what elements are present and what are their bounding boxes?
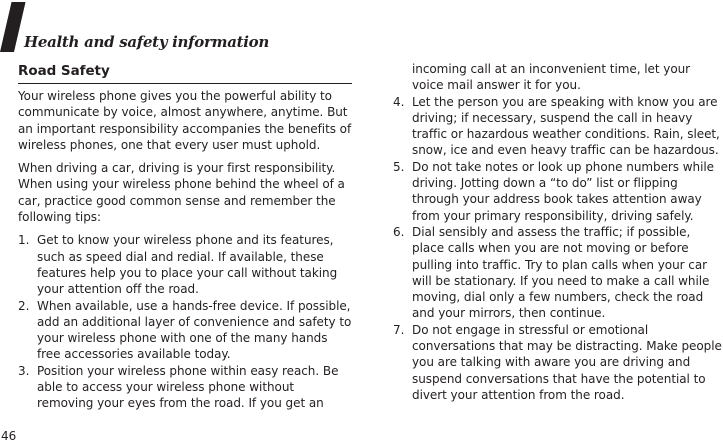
tip-item	[18, 363, 352, 412]
right-column	[393, 61, 723, 403]
tip-number: 4.	[393, 94, 405, 109]
page-number: 46	[1, 429, 17, 443]
tip-continuation: incoming call at an inconvenient time, let your voice mail answer it for you.	[412, 62, 691, 93]
tip-number: 7.	[393, 322, 405, 337]
road-safety-heading: Road Safety	[18, 62, 352, 84]
tip-text: Dial sensibly and assess the traffic; if possible, place calls when you are not moving or before pulling into traffic. Try to plan calls when your car will be stationary. If you need to make a call while moving, dial only a few numbers, check the road and your mirrors, then continue.	[412, 224, 710, 321]
tip-text: Let the person you are speaking with know you are driving; if necessary, suspend the call in heavy traffic or hazardous weather conditions. Rain, sleet, snow, ice and even heavy traffic can be hazardous.	[412, 94, 720, 158]
tip-item	[393, 322, 723, 403]
tip-item	[393, 94, 723, 159]
tips-list-left	[18, 232, 352, 411]
tip-text: Do not take notes or look up phone numbers while driving. Jotting down a “to do” list or flipping through your address book takes attention away from your primary responsibility, driving safely.	[412, 159, 714, 223]
tip-text: When available, use a hands-free device. If possible, add an additional layer of convenience and safety to your wireless phone with one of the many hands free accessories available today.	[37, 298, 352, 362]
driving-paragraph: When driving a car, driving is your first responsibility. When using your wireless phone behind the wheel of a car, practice good common sense and remember the following tips:	[18, 161, 345, 225]
tip-text: Position your wireless phone within easy reach. Be able to access your wireless phone without removing your eyes from the road. If you get an	[37, 363, 339, 411]
tips-list-right	[393, 94, 723, 404]
tip-item	[393, 159, 723, 224]
tip-item	[18, 298, 352, 363]
tip-number: 3.	[18, 363, 30, 378]
left-column	[18, 62, 352, 412]
tip-text: Do not engage in stressful or emotional conversations that may be distracting. Make people you are talking with aware you are driving and suspend conversations that have the potential to divert your attention from the road.	[412, 322, 722, 402]
tip-item	[18, 232, 352, 297]
tip-number: 2.	[18, 298, 30, 313]
intro-paragraph: Your wireless phone gives you the powerful ability to communicate by voice, almost anywhere, anytime. But an important responsibility accompanies the benefits of wireless phones, one that every user must uphold.	[18, 89, 352, 152]
tip-text: Get to know your wireless phone and its features, such as speed dial and redial. If available, these features help you to place your call without taking your attention off the road.	[37, 233, 338, 297]
tip-item	[393, 224, 723, 322]
tip-number: 5.	[393, 159, 405, 174]
tip-number: 1.	[18, 233, 30, 248]
header-accent-bar	[0, 2, 26, 52]
tip-number: 6.	[393, 224, 405, 239]
section-title: Health and safety information	[24, 33, 269, 51]
